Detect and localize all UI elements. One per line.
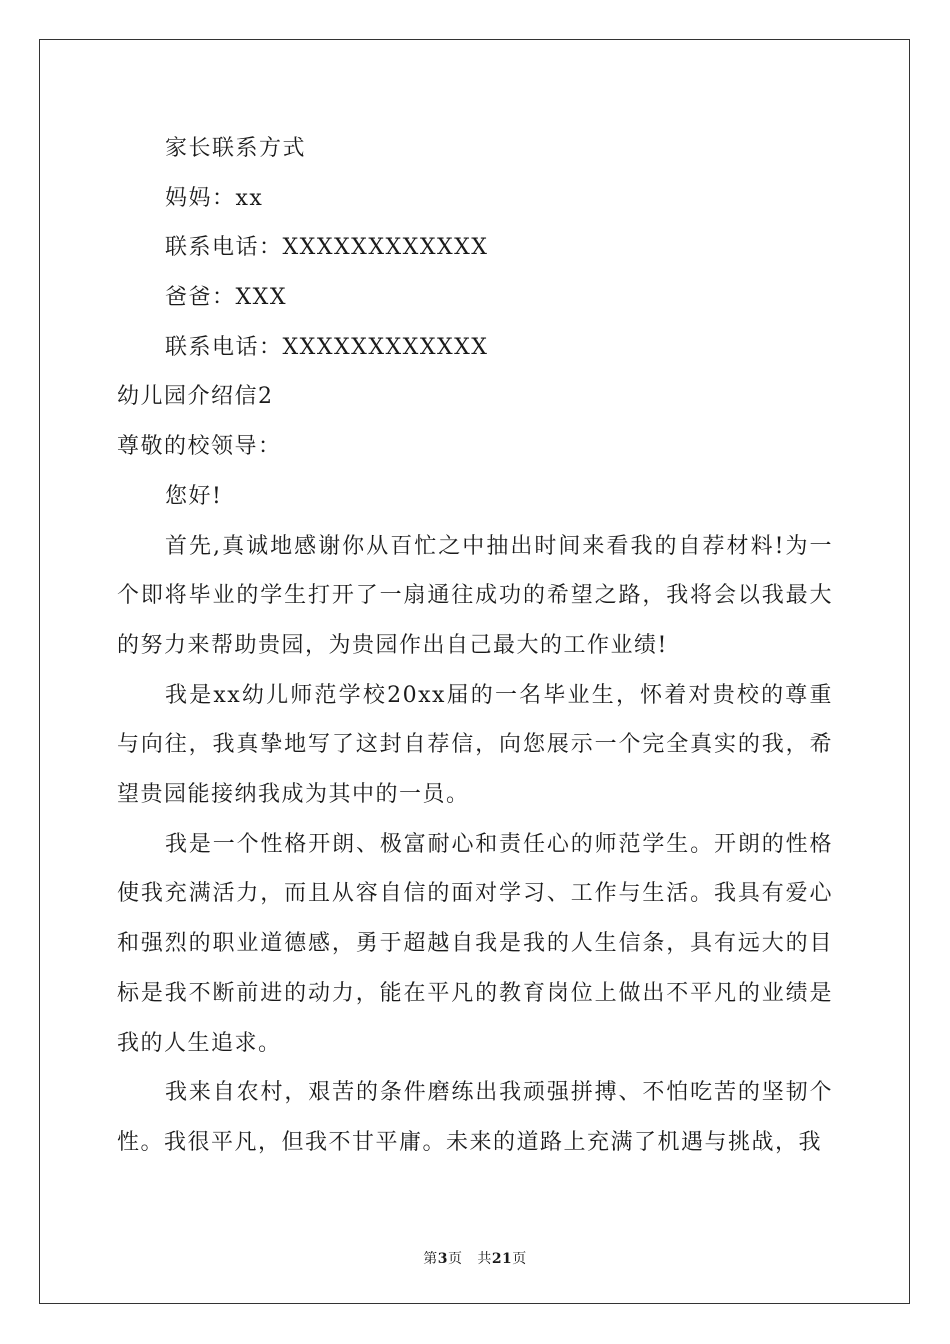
letter-greeting: 您好! — [165, 483, 223, 509]
document-body — [117, 124, 833, 1168]
father-name: XXX — [235, 285, 288, 311]
mother-name: xx — [235, 185, 264, 211]
contact-heading: 家长联系方式 — [165, 136, 307, 161]
mother-line — [117, 174, 833, 224]
total-prefix: 共 — [477, 1251, 492, 1267]
letter-title: 幼儿园介绍信2 — [117, 384, 274, 410]
mother-label: 妈妈： — [165, 185, 236, 211]
current-page-number: 3 — [437, 1251, 448, 1267]
letter-paragraph: 我是一个性格开朗、极富耐心和责任心的师范学生。开朗的性格使我充满活力，而且从容自信的面对学习、工作与生活。我具有爱心和强烈的职业道德感，勇于超越自我是我的人生信条，具有远大的目标是我不断前进的动力，能在平凡的教育岗位上做出不平凡的业绩是我的人生追求。 — [117, 831, 833, 1056]
page-suffix: 页 — [447, 1251, 463, 1267]
father-phone-line — [117, 323, 833, 373]
letter-paragraph: 首先,真诚地感谢你从百忙之中抽出时间来看我的自荐材料!为一个即将毕业的学生打开了一扇通往成功的希望之路，我将会以我最大的努力来帮助贵园，为贵园作出自己最大的工作业绩! — [117, 533, 833, 658]
father-line — [117, 273, 833, 323]
phone-number: XXXXXXXXXXXX — [282, 235, 489, 261]
total-page-count: 21 — [491, 1251, 513, 1267]
page-prefix: 第 — [423, 1251, 438, 1267]
letter-salutation: 尊敬的校领导： — [117, 434, 282, 460]
phone-number: XXXXXXXXXXXX — [282, 334, 489, 360]
total-suffix: 页 — [512, 1251, 527, 1267]
phone-label: 联系电话： — [165, 235, 283, 261]
letter-paragraph: 我是xx幼儿师范学校20xx届的一名毕业生，怀着对贵校的尊重与向往，我真挚地写了这封自荐信，向您展示一个完全真实的我，希望贵园能接纳我成为其中的一员。 — [117, 682, 833, 808]
father-label: 爸爸： — [165, 285, 236, 311]
letter-paragraph: 我来自农村，艰苦的条件磨练出我顽强拼搏、不怕吃苦的坚韧个性。我很平凡，但我不甘平庸。未来的道路上充满了机遇与挑战，我 — [117, 1080, 833, 1155]
phone-label: 联系电话： — [165, 334, 283, 360]
mother-phone-line — [117, 223, 833, 273]
page-footer — [0, 1248, 950, 1268]
